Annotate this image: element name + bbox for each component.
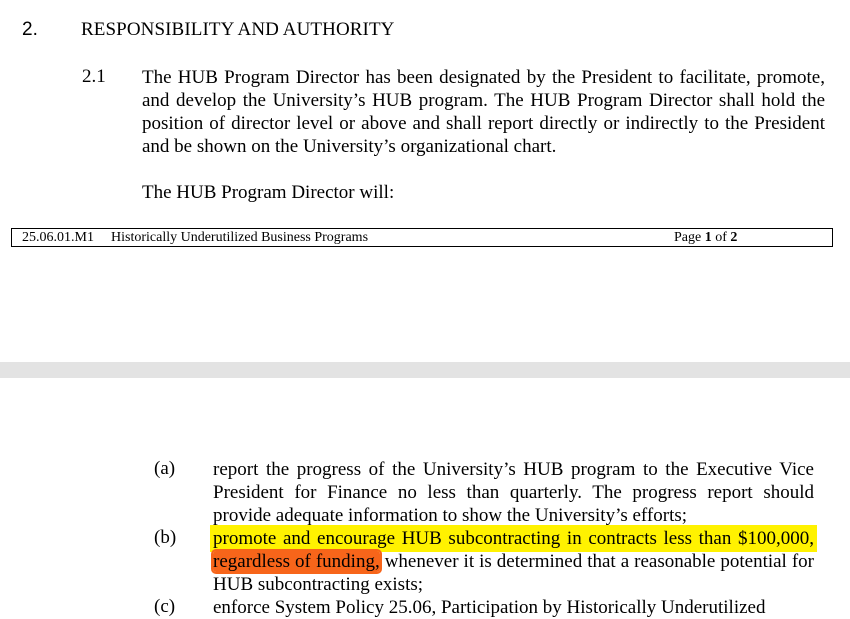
director-will-intro: The HUB Program Director will: (142, 182, 395, 203)
page-of: of (711, 230, 731, 245)
subsection-paragraph: The HUB Program Director has been designated by the President to facilitate, promote, and develop the University’s HUB program. The HUB Program Director shall hold the position of director level or above and shall report directly or indirectly to the President and be shown on the University’s organizational chart. (142, 67, 825, 157)
footer-page-number (674, 230, 737, 246)
section-title: RESPONSIBILITY AND AUTHORITY (81, 19, 395, 40)
footer-policy-code: 25.06.01.M1 (22, 230, 94, 245)
list-item-text: enforce System Policy 25.06, Participation by Historically Underutilized (213, 597, 766, 618)
list-item-text (213, 527, 814, 596)
section-number: 2. (22, 19, 38, 40)
orange-highlight[interactable]: regardless of funding, (213, 551, 380, 572)
page-separator (0, 362, 850, 378)
list-item-label: (b) (154, 527, 177, 548)
subsection-number: 2.1 (82, 66, 106, 87)
list-item-text: report the progress of the University’s HUB program to the Executive Vice President for Finance no less than quarterly. The progress report should provide adequate information to show the University’s efforts; (213, 459, 814, 526)
page-current: 1 (704, 230, 712, 245)
footer-policy-title: Historically Underutilized Business Programs (111, 230, 369, 245)
list-item-text-rest: whenever it is determined that a reasonable potential for HUB subcontracting exists; (213, 551, 814, 595)
page-prefix: Page (674, 230, 705, 245)
list-item-label: (a) (154, 458, 176, 479)
page-footer (11, 228, 833, 247)
document-page-2 (0, 378, 850, 618)
list-item-label: (c) (154, 596, 176, 617)
yellow-highlight[interactable]: promote and encourage HUB subcontracting in contracts less than $100,000, (213, 528, 814, 549)
page-total: 2 (730, 230, 738, 245)
